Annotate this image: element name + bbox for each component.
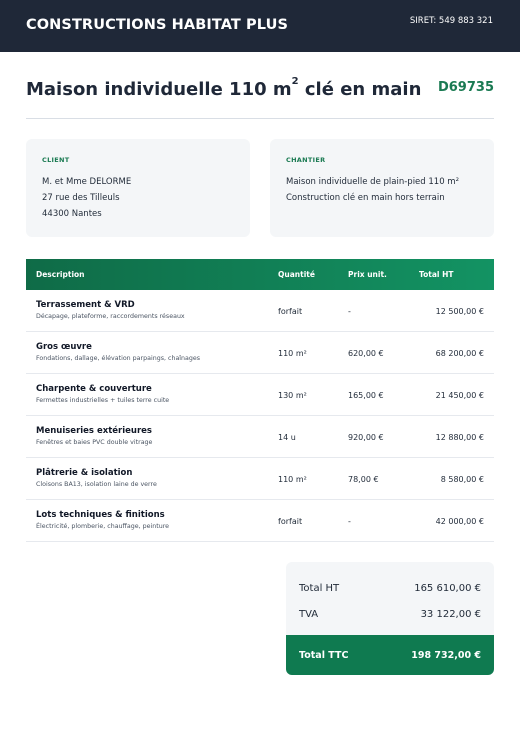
row-description: [36, 300, 185, 320]
row-title: Charpente & couverture: [36, 384, 152, 394]
row-total: 12 500,00 €: [435, 307, 484, 316]
row-detail: Décapage, plateforme, raccordements réseaux: [36, 313, 185, 320]
row-unit-price: 78,00 €: [348, 475, 379, 484]
chantier-label: CHANTIER: [286, 156, 326, 164]
row-title: Plâtrerie & isolation: [36, 468, 133, 478]
tva-value: 33 122,00 €: [420, 609, 481, 620]
siret-number: SIRET: 549 883 321: [409, 16, 493, 26]
column-unit-price: Prix unit.: [348, 270, 387, 279]
chantier-card: [270, 139, 494, 237]
row-detail: Fenêtres et baies PVC double vitrage: [36, 439, 153, 446]
chantier-scope: Construction clé en main hors terrain: [286, 193, 445, 203]
row-unit-price: 620,00 €: [348, 349, 384, 358]
row-unit-price: 920,00 €: [348, 433, 384, 442]
row-quantity: forfait: [278, 517, 303, 526]
row-unit-price: -: [348, 307, 351, 316]
row-description: [36, 426, 152, 446]
client-city: 44300 Nantes: [42, 209, 102, 219]
row-total: 42 000,00 €: [435, 517, 484, 526]
row-description: [36, 384, 169, 404]
row-description: [36, 468, 157, 488]
table-row: [26, 458, 494, 500]
row-quantity: 130 m²: [278, 391, 307, 400]
company-header: [0, 0, 520, 52]
title-superscript: 2: [291, 76, 299, 87]
row-title: Menuiseries extérieures: [36, 426, 152, 436]
column-quantity: Quantité: [278, 270, 315, 279]
row-description: [36, 510, 169, 530]
divider: [26, 118, 494, 119]
title-text: Maison individuelle 110 m: [26, 79, 292, 100]
total-ht-value: 165 610,00 €: [414, 583, 481, 594]
totals-summary: [286, 562, 494, 675]
table-row: [26, 290, 494, 332]
total-ttc-bar: [286, 635, 494, 675]
row-unit-price: -: [348, 517, 351, 526]
document-reference: D69735: [437, 80, 494, 95]
client-name: M. et Mme DELORME: [42, 177, 132, 187]
row-description: [36, 342, 200, 362]
row-total: 68 200,00 €: [435, 349, 484, 358]
row-unit-price: 165,00 €: [348, 391, 384, 400]
tva-label: TVA: [299, 609, 319, 620]
row-detail: Fondations, dallage, élévation parpaings, chaînages: [36, 355, 201, 362]
client-card: [26, 139, 250, 237]
client-label: CLIENT: [42, 156, 70, 164]
table-row: [26, 332, 494, 374]
row-title: Gros œuvre: [36, 342, 92, 352]
row-quantity: 110 m²: [278, 475, 307, 484]
company-name: CONSTRUCTIONS HABITAT PLUS: [26, 17, 289, 33]
client-street: 27 rue des Tilleuls: [42, 193, 120, 203]
row-detail: Cloisons BA13, isolation laine de verre: [36, 481, 157, 488]
title-suffix: clé en main: [298, 79, 422, 100]
chantier-description: Maison individuelle de plain-pied 110 m²: [286, 177, 459, 187]
row-total: 21 450,00 €: [435, 391, 484, 400]
row-detail: Fermettes industrielles + tuiles terre cuite: [36, 397, 170, 404]
table-row: [26, 416, 494, 458]
table-header: [26, 259, 494, 290]
row-quantity: 14 u: [278, 433, 296, 442]
column-total: Total HT: [419, 270, 454, 279]
total-ttc-label: Total TTC: [299, 650, 349, 661]
row-total: 12 880,00 €: [435, 433, 484, 442]
column-description: Description: [36, 270, 85, 279]
total-ht-label: Total HT: [299, 583, 340, 594]
row-quantity: 110 m²: [278, 349, 307, 358]
document-title: [26, 76, 422, 100]
table-row: [26, 500, 494, 542]
row-detail: Électricité, plomberie, chauffage, peinture: [36, 523, 170, 530]
row-quantity: forfait: [278, 307, 303, 316]
row-title: Terrassement & VRD: [36, 300, 135, 310]
total-ttc-value: 198 732,00 €: [411, 650, 481, 661]
row-title: Lots techniques & finitions: [36, 510, 165, 520]
table-row: [26, 374, 494, 416]
row-total: 8 580,00 €: [440, 475, 484, 484]
